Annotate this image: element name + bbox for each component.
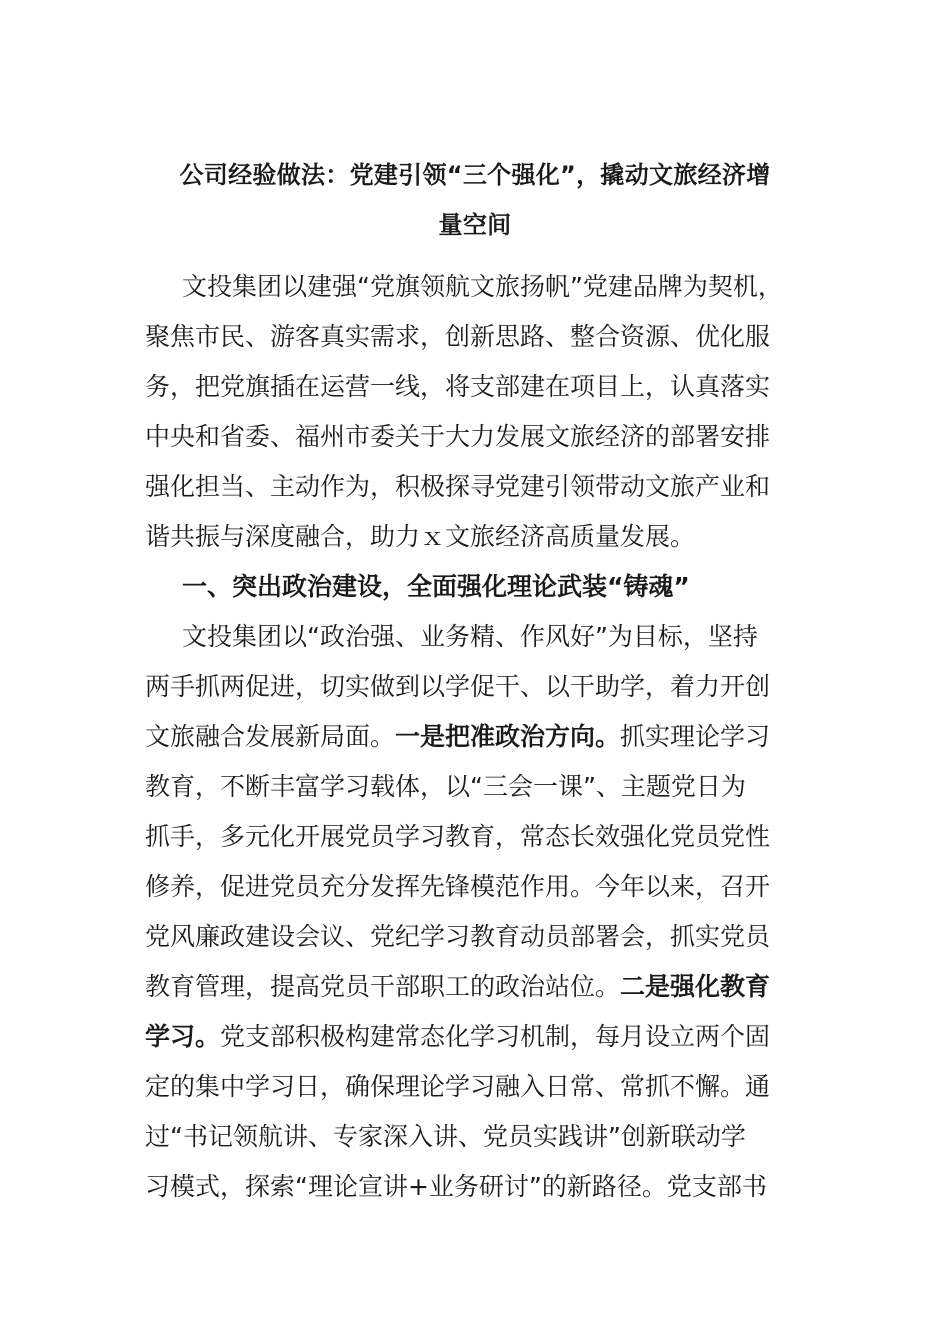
section-heading-text: 一、突出政治建设，全面强化理论武装“铸魂”	[182, 572, 690, 601]
paragraph-line: 过“书记领航讲、专家深入讲、党员实践讲”创新联动学	[145, 1122, 746, 1151]
document-title	[145, 150, 805, 250]
bold-point-2-end: 学习。	[145, 1022, 221, 1051]
paragraph-line: 文投集团以“政治强、业务精、作风好”为目标，坚持	[182, 622, 758, 651]
paragraph-line: 抓手，多元化开展党员学习教育，常态长效强化党员党性	[145, 822, 771, 851]
bold-point-2: 二是强化教育	[620, 972, 771, 1001]
title-line-1: 公司经验做法：党建引领“三个强化”，撬动文旅经济增	[179, 161, 771, 189]
paragraph-line	[145, 962, 810, 1012]
bold-point-1: 一是把准政治方向。	[395, 722, 621, 751]
intro-line: 强化担当、主动作为，积极探寻党建引领带动文旅产业和	[145, 472, 771, 501]
paragraph-line: 定的集中学习日，确保理论学习融入日常、常抓不懈。通	[145, 1072, 771, 1101]
paragraph-line: 习模式，探索“理论宣讲+业务研讨”的新路径。党支部书	[145, 1172, 767, 1201]
paragraph-line	[145, 1012, 810, 1062]
paragraph-line: 教育，不断丰富学习载体，以“三会一课”、主题党日为	[145, 772, 746, 801]
intro-line: 谐共振与深度融合，助力ｘ文旅经济高质量发展。	[145, 522, 696, 551]
paragraph-text: 抓实理论学习	[620, 722, 771, 751]
intro-line: 文投集团以建强“党旗领航文旅扬帆”党建品牌为契机，	[182, 272, 783, 301]
section-heading	[145, 562, 810, 612]
paragraph-text: 党支部积极构建常态化学习机制，每月设立两个固	[220, 1022, 771, 1051]
document-body	[145, 262, 810, 1212]
paragraph-line: 修养，促进党员充分发挥先锋模范作用。今年以来，召开	[145, 872, 771, 901]
paragraph-line	[145, 712, 810, 762]
paragraph-text: 文旅融合发展新局面。	[145, 722, 396, 751]
paragraph-line: 党风廉政建设会议、党纪学习教育动员部署会，抓实党员	[145, 922, 771, 951]
intro-line: 中央和省委、福州市委关于大力发展文旅经济的部署安排	[145, 422, 771, 451]
paragraph-line: 两手抓两促进，切实做到以学促干、以干助学，着力开创	[145, 672, 771, 701]
intro-line: 务，把党旗插在运营一线，将支部建在项目上，认真落实	[145, 372, 771, 401]
paragraph-text: 教育管理，提高党员干部职工的政治站位。	[145, 972, 621, 1001]
intro-line: 聚焦市民、游客真实需求，创新思路、整合资源、优化服	[145, 322, 771, 351]
title-line-2: 量空间	[438, 211, 512, 239]
